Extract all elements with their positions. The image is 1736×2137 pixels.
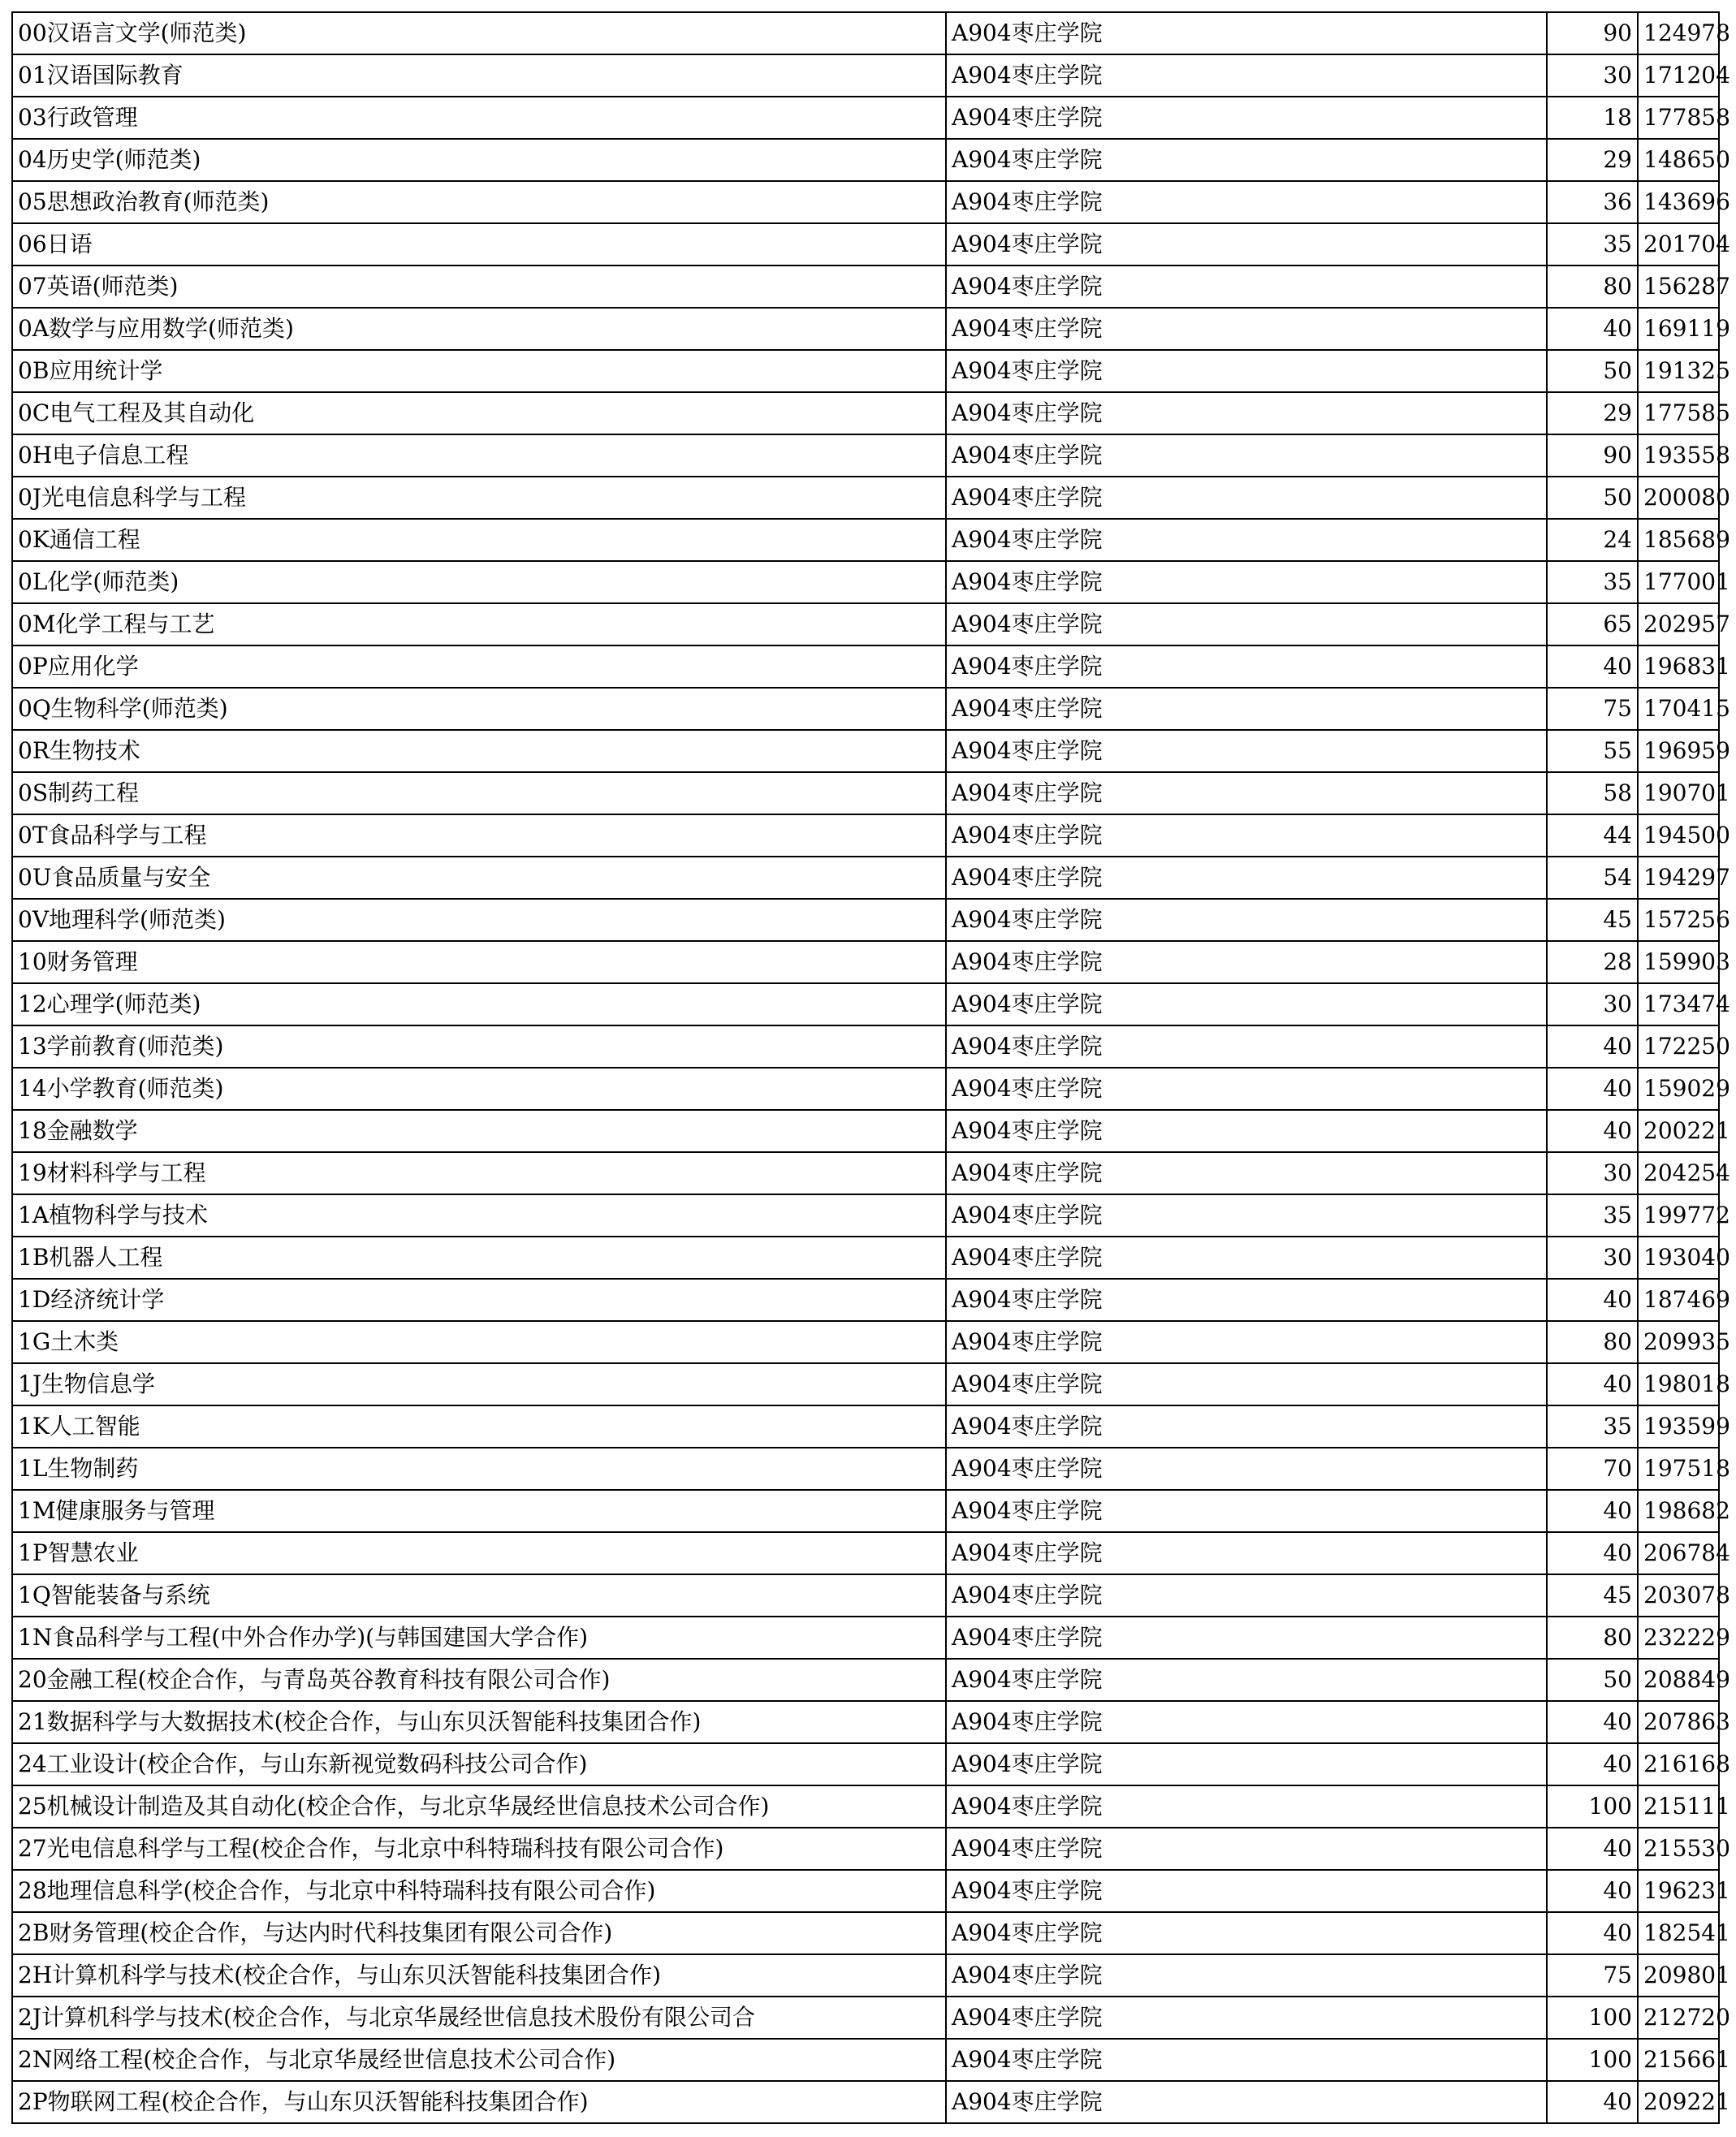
major-cell: 0V地理科学(师范类) — [12, 899, 946, 941]
table-row — [12, 97, 1719, 139]
table-row — [12, 1532, 1719, 1574]
major-cell: 12心理学(师范类) — [12, 983, 946, 1025]
major-cell: 2B财务管理(校企合作，与达内时代科技集团有限公司合作) — [12, 1912, 946, 1954]
rank-cell: 187469 — [1638, 1279, 1719, 1321]
major-cell: 0S制药工程 — [12, 772, 946, 814]
school-cell: A904枣庄学院 — [946, 54, 1547, 97]
school-cell: A904枣庄学院 — [946, 2081, 1547, 2123]
school-cell: A904枣庄学院 — [946, 1152, 1547, 1194]
major-cell: 0J光电信息科学与工程 — [12, 477, 946, 519]
rank-cell: 207863 — [1638, 1701, 1719, 1743]
plan-count-cell: 90 — [1547, 12, 1638, 54]
plan-count-cell: 80 — [1547, 1617, 1638, 1659]
school-cell: A904枣庄学院 — [946, 1490, 1547, 1532]
major-cell: 05思想政治教育(师范类) — [12, 181, 946, 223]
school-cell: A904枣庄学院 — [946, 1321, 1547, 1363]
major-cell: 20金融工程(校企合作，与青岛英谷教育科技有限公司合作) — [12, 1659, 946, 1701]
rank-cell: 148650 — [1638, 139, 1719, 181]
plan-count-cell: 30 — [1547, 983, 1638, 1025]
major-cell: 1M健康服务与管理 — [12, 1490, 946, 1532]
major-cell: 1G土木类 — [12, 1321, 946, 1363]
table-row — [12, 772, 1719, 814]
school-cell: A904枣庄学院 — [946, 688, 1547, 730]
rank-cell: 194297 — [1638, 857, 1719, 899]
table-row — [12, 1405, 1719, 1448]
rank-cell: 212720 — [1638, 1997, 1719, 2039]
major-cell: 24工业设计(校企合作，与山东新视觉数码科技公司合作) — [12, 1743, 946, 1785]
table-row — [12, 1743, 1719, 1785]
major-cell: 0L化学(师范类) — [12, 561, 946, 603]
school-cell: A904枣庄学院 — [946, 1785, 1547, 1828]
major-cell: 0K通信工程 — [12, 519, 946, 561]
table-row — [12, 603, 1719, 645]
school-cell: A904枣庄学院 — [946, 772, 1547, 814]
plan-count-cell: 40 — [1547, 1363, 1638, 1405]
plan-count-cell: 40 — [1547, 1110, 1638, 1152]
school-cell: A904枣庄学院 — [946, 1110, 1547, 1152]
table-row — [12, 899, 1719, 941]
major-cell: 1Q智能装备与系统 — [12, 1574, 946, 1617]
rank-cell: 171204 — [1638, 54, 1719, 97]
rank-cell: 191325 — [1638, 350, 1719, 392]
rank-cell: 177001 — [1638, 561, 1719, 603]
plan-count-cell: 50 — [1547, 477, 1638, 519]
table-row — [12, 1701, 1719, 1743]
plan-count-cell: 40 — [1547, 1743, 1638, 1785]
plan-count-cell: 90 — [1547, 434, 1638, 477]
table-row — [12, 1363, 1719, 1405]
major-cell: 21数据科学与大数据技术(校企合作，与山东贝沃智能科技集团合作) — [12, 1701, 946, 1743]
plan-count-cell: 80 — [1547, 266, 1638, 308]
school-cell: A904枣庄学院 — [946, 2039, 1547, 2081]
plan-count-cell: 29 — [1547, 392, 1638, 434]
rank-cell: 193040 — [1638, 1237, 1719, 1279]
major-cell: 0P应用化学 — [12, 645, 946, 688]
plan-count-cell: 100 — [1547, 1785, 1638, 1828]
rank-cell: 200080 — [1638, 477, 1719, 519]
plan-count-cell: 40 — [1547, 1025, 1638, 1068]
school-cell: A904枣庄学院 — [946, 645, 1547, 688]
table-row — [12, 983, 1719, 1025]
plan-count-cell: 44 — [1547, 814, 1638, 857]
plan-count-cell: 75 — [1547, 1954, 1638, 1997]
plan-count-cell: 30 — [1547, 1152, 1638, 1194]
table-body — [12, 12, 1730, 2123]
school-cell: A904枣庄学院 — [946, 139, 1547, 181]
rank-cell: 170415 — [1638, 688, 1719, 730]
plan-count-cell: 35 — [1547, 561, 1638, 603]
plan-count-cell: 28 — [1547, 941, 1638, 983]
rank-cell: 190701 — [1638, 772, 1719, 814]
school-cell: A904枣庄学院 — [946, 1828, 1547, 1870]
school-cell: A904枣庄学院 — [946, 12, 1547, 54]
plan-count-cell: 50 — [1547, 350, 1638, 392]
plan-count-cell: 40 — [1547, 1532, 1638, 1574]
school-cell: A904枣庄学院 — [946, 941, 1547, 983]
major-cell: 18金融数学 — [12, 1110, 946, 1152]
major-cell: 07英语(师范类) — [12, 266, 946, 308]
plan-count-cell: 65 — [1547, 603, 1638, 645]
rank-cell: 208849 — [1638, 1659, 1719, 1701]
table-row — [12, 1152, 1719, 1194]
table-row — [12, 308, 1719, 350]
major-cell: 2H计算机科学与技术(校企合作，与山东贝沃智能科技集团合作) — [12, 1954, 946, 1997]
school-cell: A904枣庄学院 — [946, 1743, 1547, 1785]
rank-cell: 198682 — [1638, 1490, 1719, 1532]
school-cell: A904枣庄学院 — [946, 519, 1547, 561]
table-row — [12, 1870, 1719, 1912]
table-row — [12, 1194, 1719, 1237]
major-cell: 1J生物信息学 — [12, 1363, 946, 1405]
major-cell: 19材料科学与工程 — [12, 1152, 946, 1194]
major-cell: 0R生物技术 — [12, 730, 946, 772]
plan-count-cell: 40 — [1547, 1701, 1638, 1743]
major-cell: 1B机器人工程 — [12, 1237, 946, 1279]
table-row — [12, 181, 1719, 223]
rank-cell: 157256 — [1638, 899, 1719, 941]
rank-cell: 204254 — [1638, 1152, 1719, 1194]
major-cell: 0M化学工程与工艺 — [12, 603, 946, 645]
table-row — [12, 1785, 1719, 1828]
school-cell: A904枣庄学院 — [946, 1912, 1547, 1954]
plan-count-cell: 30 — [1547, 54, 1638, 97]
rank-cell: 193599 — [1638, 1405, 1719, 1448]
table-row — [12, 645, 1719, 688]
plan-count-cell: 35 — [1547, 1194, 1638, 1237]
rank-cell: 197518 — [1638, 1448, 1719, 1490]
plan-count-cell: 40 — [1547, 1279, 1638, 1321]
school-cell: A904枣庄学院 — [946, 1068, 1547, 1110]
major-cell: 0H电子信息工程 — [12, 434, 946, 477]
rank-cell: 177858 — [1638, 97, 1719, 139]
rank-cell: 143696 — [1638, 181, 1719, 223]
plan-count-cell: 40 — [1547, 1490, 1638, 1532]
plan-count-cell: 24 — [1547, 519, 1638, 561]
school-cell: A904枣庄学院 — [946, 97, 1547, 139]
plan-count-cell: 58 — [1547, 772, 1638, 814]
school-cell: A904枣庄学院 — [946, 434, 1547, 477]
school-cell: A904枣庄学院 — [946, 223, 1547, 266]
plan-count-cell: 55 — [1547, 730, 1638, 772]
major-cell: 0B应用统计学 — [12, 350, 946, 392]
table-row — [12, 519, 1719, 561]
plan-count-cell: 54 — [1547, 857, 1638, 899]
rank-cell: 199772 — [1638, 1194, 1719, 1237]
admission-table — [11, 11, 1730, 2124]
rank-cell: 196231 — [1638, 1870, 1719, 1912]
table-row — [12, 1490, 1719, 1532]
major-cell: 25机械设计制造及其自动化(校企合作，与北京华晟经世信息技术公司合作) — [12, 1785, 946, 1828]
school-cell: A904枣庄学院 — [946, 1870, 1547, 1912]
table-row — [12, 1068, 1719, 1110]
plan-count-cell: 35 — [1547, 223, 1638, 266]
major-cell: 2P物联网工程(校企合作，与山东贝沃智能科技集团合作) — [12, 2081, 946, 2123]
school-cell: A904枣庄学院 — [946, 1448, 1547, 1490]
major-cell: 01汉语国际教育 — [12, 54, 946, 97]
table-row — [12, 1237, 1719, 1279]
table-row — [12, 392, 1719, 434]
table-row — [12, 350, 1719, 392]
rank-cell: 156287 — [1638, 266, 1719, 308]
table-row — [12, 730, 1719, 772]
major-cell: 1D经济统计学 — [12, 1279, 946, 1321]
plan-count-cell: 40 — [1547, 308, 1638, 350]
school-cell: A904枣庄学院 — [946, 814, 1547, 857]
rank-cell: 215111 — [1638, 1785, 1719, 1828]
plan-count-cell: 40 — [1547, 645, 1638, 688]
plan-count-cell: 40 — [1547, 1068, 1638, 1110]
rank-cell: 194500 — [1638, 814, 1719, 857]
major-cell: 14小学教育(师范类) — [12, 1068, 946, 1110]
rank-cell: 201704 — [1638, 223, 1719, 266]
rank-cell: 173474 — [1638, 983, 1719, 1025]
rank-cell: 169119 — [1638, 308, 1719, 350]
rank-cell: 196959 — [1638, 730, 1719, 772]
school-cell: A904枣庄学院 — [946, 266, 1547, 308]
table-row — [12, 1912, 1719, 1954]
major-cell: 13学前教育(师范类) — [12, 1025, 946, 1068]
rank-cell: 177585 — [1638, 392, 1719, 434]
major-cell: 0C电气工程及其自动化 — [12, 392, 946, 434]
table-row — [12, 2039, 1719, 2081]
table-row — [12, 1448, 1719, 1490]
plan-count-cell: 50 — [1547, 1659, 1638, 1701]
school-cell: A904枣庄学院 — [946, 1617, 1547, 1659]
school-cell: A904枣庄学院 — [946, 350, 1547, 392]
school-cell: A904枣庄学院 — [946, 1574, 1547, 1617]
school-cell: A904枣庄学院 — [946, 1997, 1547, 2039]
table-row — [12, 266, 1719, 308]
major-cell: 0U食品质量与安全 — [12, 857, 946, 899]
table-row — [12, 139, 1719, 181]
major-cell: 1K人工智能 — [12, 1405, 946, 1448]
table-row — [12, 12, 1719, 54]
rank-cell: 193558 — [1638, 434, 1719, 477]
table-row — [12, 1321, 1719, 1363]
table-row — [12, 1617, 1719, 1659]
major-cell: 10财务管理 — [12, 941, 946, 983]
table-row — [12, 2081, 1719, 2123]
school-cell: A904枣庄学院 — [946, 1405, 1547, 1448]
table-row — [12, 814, 1719, 857]
plan-count-cell: 18 — [1547, 97, 1638, 139]
plan-count-cell: 40 — [1547, 1912, 1638, 1954]
rank-cell: 124978 — [1638, 12, 1719, 54]
rank-cell: 216168 — [1638, 1743, 1719, 1785]
table-row — [12, 1954, 1719, 1997]
rank-cell: 215530 — [1638, 1828, 1719, 1870]
school-cell: A904枣庄学院 — [946, 983, 1547, 1025]
school-cell: A904枣庄学院 — [946, 1701, 1547, 1743]
rank-cell: 202957 — [1638, 603, 1719, 645]
school-cell: A904枣庄学院 — [946, 603, 1547, 645]
table-row — [12, 434, 1719, 477]
plan-count-cell: 80 — [1547, 1321, 1638, 1363]
major-cell: 28地理信息科学(校企合作，与北京中科特瑞科技有限公司合作) — [12, 1870, 946, 1912]
plan-count-cell: 35 — [1547, 1405, 1638, 1448]
table-row — [12, 1279, 1719, 1321]
school-cell: A904枣庄学院 — [946, 1954, 1547, 1997]
table-row — [12, 1659, 1719, 1701]
rank-cell: 172250 — [1638, 1025, 1719, 1068]
school-cell: A904枣庄学院 — [946, 308, 1547, 350]
table-row — [12, 561, 1719, 603]
school-cell: A904枣庄学院 — [946, 1279, 1547, 1321]
major-cell: 1N食品科学与工程(中外合作办学)(与韩国建国大学合作) — [12, 1617, 946, 1659]
school-cell: A904枣庄学院 — [946, 181, 1547, 223]
major-cell: 00汉语言文学(师范类) — [12, 12, 946, 54]
table-row — [12, 1110, 1719, 1152]
school-cell: A904枣庄学院 — [946, 1194, 1547, 1237]
school-cell: A904枣庄学院 — [946, 730, 1547, 772]
rank-cell: 159029 — [1638, 1068, 1719, 1110]
school-cell: A904枣庄学院 — [946, 1025, 1547, 1068]
major-cell: 2N网络工程(校企合作，与北京华晟经世信息技术公司合作) — [12, 2039, 946, 2081]
plan-count-cell: 29 — [1547, 139, 1638, 181]
school-cell: A904枣庄学院 — [946, 477, 1547, 519]
rank-cell: 209221 — [1638, 2081, 1719, 2123]
major-cell: 0A数学与应用数学(师范类) — [12, 308, 946, 350]
major-cell: 06日语 — [12, 223, 946, 266]
school-cell: A904枣庄学院 — [946, 899, 1547, 941]
plan-count-cell: 70 — [1547, 1448, 1638, 1490]
plan-count-cell: 45 — [1547, 1574, 1638, 1617]
plan-count-cell: 30 — [1547, 1237, 1638, 1279]
rank-cell: 203078 — [1638, 1574, 1719, 1617]
table-row — [12, 1574, 1719, 1617]
major-cell: 0Q生物科学(师范类) — [12, 688, 946, 730]
table-row — [12, 223, 1719, 266]
school-cell: A904枣庄学院 — [946, 1237, 1547, 1279]
plan-count-cell: 100 — [1547, 2039, 1638, 2081]
rank-cell: 185689 — [1638, 519, 1719, 561]
table-row — [12, 54, 1719, 97]
major-cell: 1L生物制药 — [12, 1448, 946, 1490]
plan-count-cell: 100 — [1547, 1997, 1638, 2039]
rank-cell: 159903 — [1638, 941, 1719, 983]
plan-count-cell: 36 — [1547, 181, 1638, 223]
major-cell: 27光电信息科学与工程(校企合作，与北京中科特瑞科技有限公司合作) — [12, 1828, 946, 1870]
rank-cell: 209801 — [1638, 1954, 1719, 1997]
table-row — [12, 1025, 1719, 1068]
major-cell: 0T食品科学与工程 — [12, 814, 946, 857]
table-row — [12, 1828, 1719, 1870]
school-cell: A904枣庄学院 — [946, 1532, 1547, 1574]
table-row — [12, 688, 1719, 730]
major-cell: 03行政管理 — [12, 97, 946, 139]
rank-cell: 200221 — [1638, 1110, 1719, 1152]
rank-cell: 232229 — [1638, 1617, 1719, 1659]
rank-cell: 196831 — [1638, 645, 1719, 688]
rank-cell: 209935 — [1638, 1321, 1719, 1363]
table-row — [12, 857, 1719, 899]
rank-cell: 198018 — [1638, 1363, 1719, 1405]
school-cell: A904枣庄学院 — [946, 857, 1547, 899]
plan-count-cell: 40 — [1547, 2081, 1638, 2123]
plan-count-cell: 45 — [1547, 899, 1638, 941]
major-cell: 04历史学(师范类) — [12, 139, 946, 181]
table-row — [12, 477, 1719, 519]
rank-cell: 182541 — [1638, 1912, 1719, 1954]
table-row — [12, 941, 1719, 983]
major-cell: 2J计算机科学与技术(校企合作，与北京华晟经世信息技术股份有限公司合 — [12, 1997, 946, 2039]
school-cell: A904枣庄学院 — [946, 1659, 1547, 1701]
school-cell: A904枣庄学院 — [946, 1363, 1547, 1405]
school-cell: A904枣庄学院 — [946, 561, 1547, 603]
plan-count-cell: 40 — [1547, 1828, 1638, 1870]
plan-count-cell: 40 — [1547, 1870, 1638, 1912]
rank-cell: 215661 — [1638, 2039, 1719, 2081]
major-cell: 1A植物科学与技术 — [12, 1194, 946, 1237]
rank-cell: 206784 — [1638, 1532, 1719, 1574]
plan-count-cell: 75 — [1547, 688, 1638, 730]
table-row — [12, 1997, 1719, 2039]
major-cell: 1P智慧农业 — [12, 1532, 946, 1574]
school-cell: A904枣庄学院 — [946, 392, 1547, 434]
